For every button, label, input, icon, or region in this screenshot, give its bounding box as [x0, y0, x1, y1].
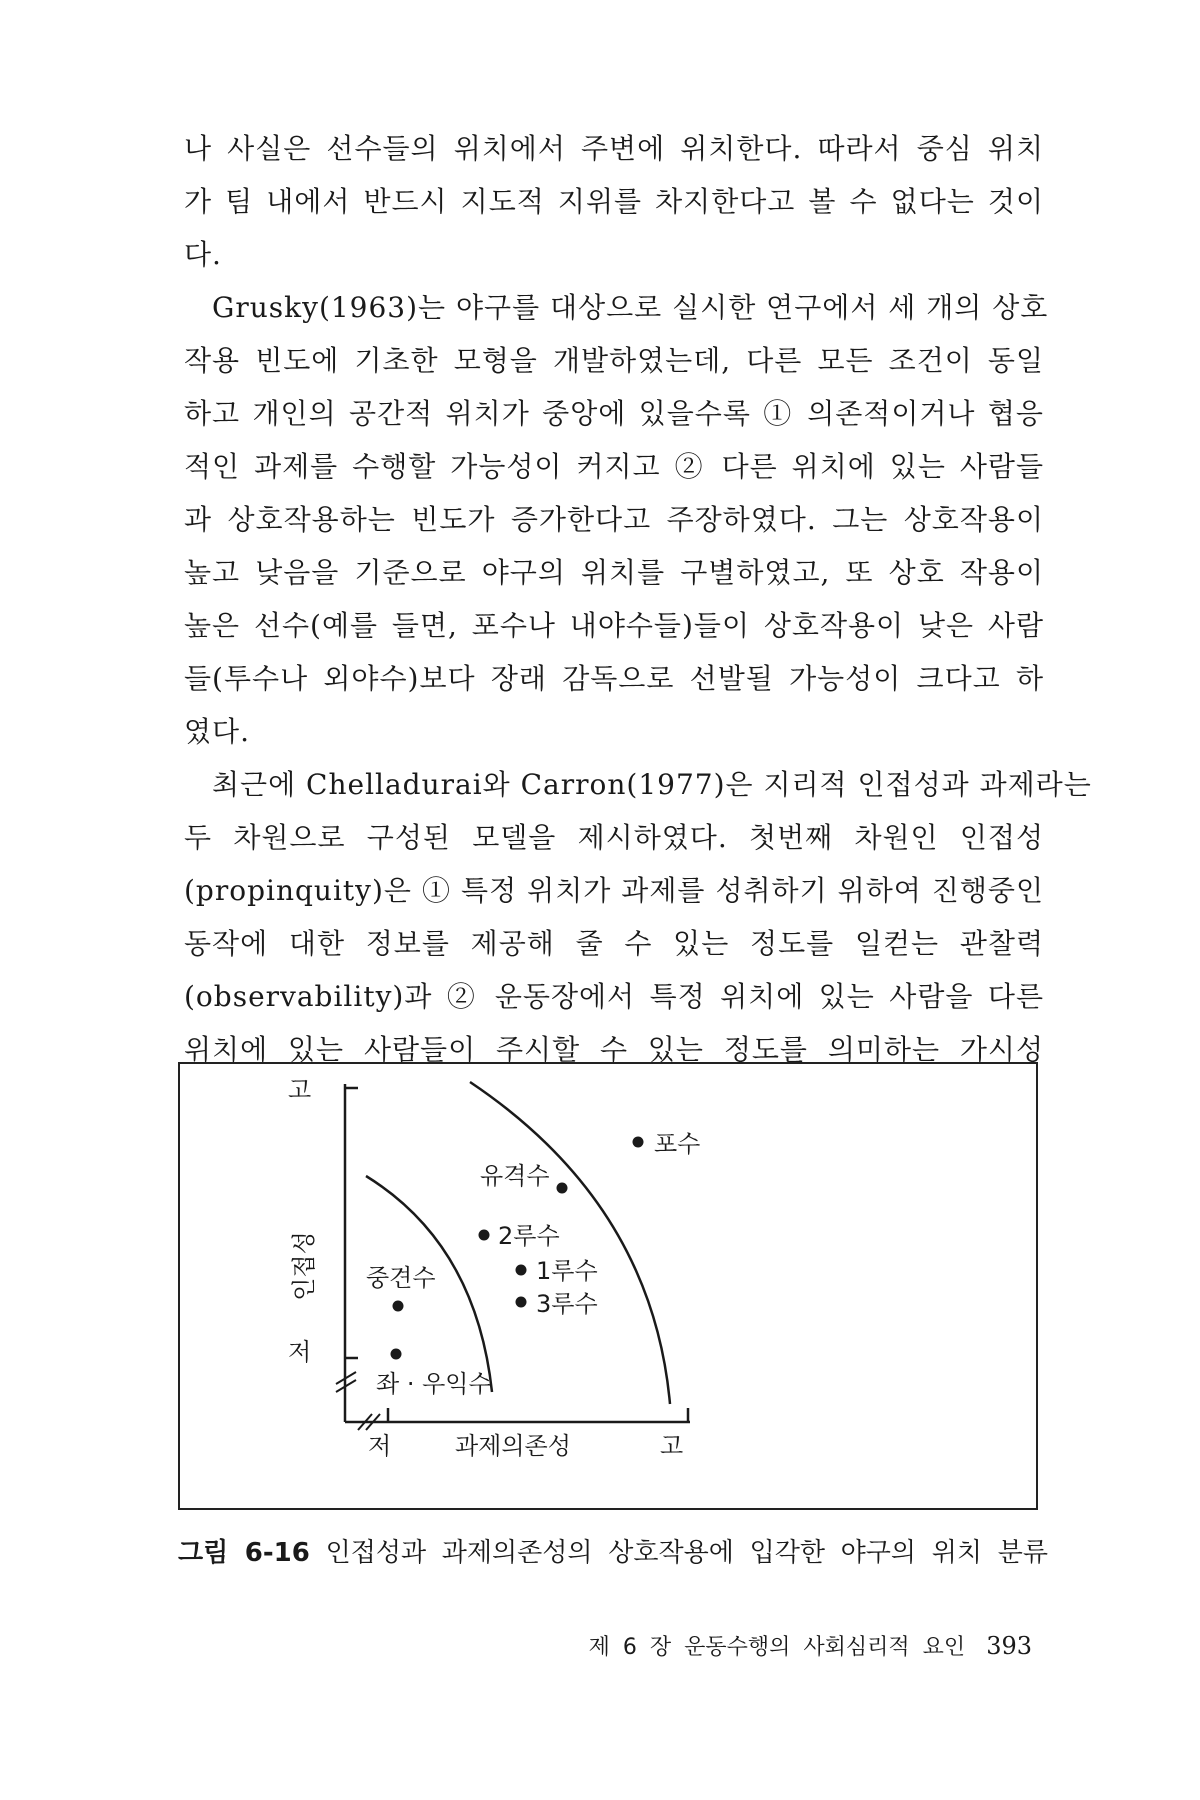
third-base-dot: [516, 1297, 527, 1308]
body-line: 동작에 대한 정보를 제공해 줄 수 있는 정도를 일컫는 관찰력: [184, 927, 1044, 960]
first-base-dot: [516, 1265, 527, 1276]
body-line: (observability)과 ② 운동장에서 특정 위치에 있는 사람을 다른: [184, 980, 1044, 1013]
corner-outfield-label: 좌 · 우익수: [376, 1370, 492, 1398]
center-field-dot: [393, 1301, 404, 1312]
footer-title: 운동수행의 사회심리적 요인: [684, 1635, 966, 1660]
third-base-label: 3루수: [536, 1290, 598, 1318]
shortstop-dot: [557, 1183, 568, 1194]
body-line: Grusky(1963)는 야구를 대상으로 실시한 연구에서 세 개의 상호: [212, 291, 1049, 324]
body-line: 높고 낮음을 기준으로 야구의 위치를 구별하였고, 또 상호 작용이: [184, 556, 1044, 589]
body-line: 위치에 있는 사람들이 주시할 수 있는 정도를 의미하는 가시성: [184, 1033, 1044, 1066]
catcher-label: 포수: [654, 1130, 701, 1158]
y-axis-label: 인접성: [290, 1231, 318, 1301]
body-line: 가 팀 내에서 반드시 지도적 지위를 차지한다고 볼 수 없다는 것이: [184, 185, 1044, 218]
footer-chapter: 제 6 장: [588, 1635, 672, 1660]
body-line: 들(투수나 외야수)보다 장래 감독으로 선발될 가능성이 크다고 하: [184, 662, 1044, 695]
body-line: 나 사실은 선수들의 위치에서 주변에 위치한다. 따라서 중심 위치: [184, 132, 1044, 165]
figure-box: [178, 1062, 1038, 1510]
corner-outfield-dot: [391, 1349, 402, 1360]
body-line: 두 차원으로 구성된 모델을 제시하였다. 첫번째 차원인 인접성: [184, 821, 1044, 854]
second-base-dot: [479, 1230, 490, 1241]
page-number: 393: [986, 1632, 1032, 1660]
second-base-label: 2루수: [498, 1222, 560, 1250]
page-footer: [589, 1630, 1032, 1661]
caption-text: 인접성과 과제의존성의 상호작용에 입각한 야구의 위치 분류: [325, 1538, 1048, 1568]
body-line: (propinquity)은 ① 특정 위치가 과제를 성취하기 위하여 진행중인: [184, 874, 1044, 907]
x-axis-label: 과제의존성: [455, 1432, 571, 1460]
x-high-label: 고: [660, 1432, 684, 1460]
shortstop-label: 유격수: [480, 1162, 550, 1190]
caption-number: 그림 6-16: [178, 1538, 310, 1568]
body-line: 하고 개인의 공간적 위치가 중앙에 있을수록 ① 의존적이거나 협응: [184, 397, 1044, 430]
body-line: 과 상호작용하는 빈도가 증가한다고 주장하였다. 그는 상호작용이: [184, 503, 1044, 536]
body-line: 였다.: [184, 715, 250, 748]
catcher-dot: [633, 1137, 644, 1148]
body-line: 다.: [184, 238, 222, 271]
body-text: [184, 122, 1092, 1076]
position-diagram: [180, 1064, 1036, 1508]
x-low-label: 저: [368, 1432, 392, 1460]
body-line: 적인 과제를 수행할 가능성이 커지고 ② 다른 위치에 있는 사람들: [184, 450, 1044, 483]
body-line: 최근에 Chelladurai와 Carron(1977)은 지리적 인접성과 과제라는: [212, 768, 1092, 801]
y-low-label: 저: [288, 1338, 312, 1366]
body-line: 높은 선수(예를 들면, 포수나 내야수들)들이 상호작용이 낮은 사람: [184, 609, 1044, 642]
figure-caption: [178, 1532, 1048, 1569]
y-high-label: 고: [288, 1076, 312, 1104]
first-base-label: 1루수: [536, 1257, 598, 1285]
body-line: 작용 빈도에 기초한 모형을 개발하였는데, 다른 모든 조건이 동일: [184, 344, 1044, 377]
center-field-label: 중견수: [366, 1264, 436, 1292]
